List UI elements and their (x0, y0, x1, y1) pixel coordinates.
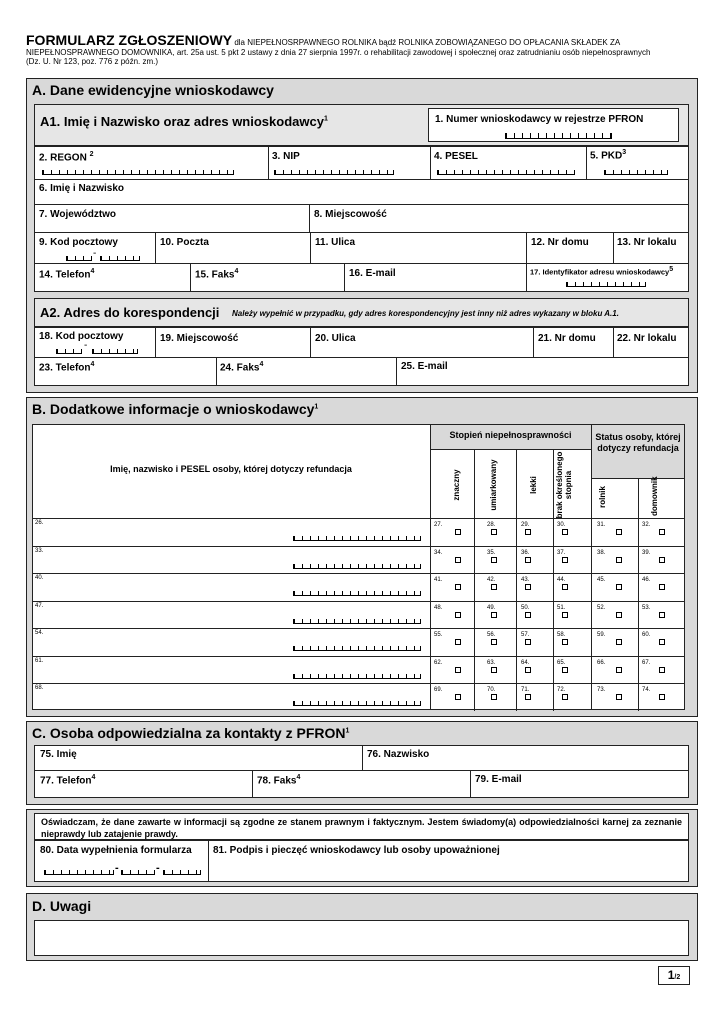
checkbox-number: 38. (597, 549, 606, 556)
field-77-sup: 4 (91, 774, 96, 781)
field-78-sup: 4 (296, 774, 301, 781)
field-6-name[interactable]: 6. Imię i Nazwisko (39, 183, 125, 194)
checkbox-number: 32. (642, 522, 651, 528)
field-2-sup: 2 (89, 151, 94, 158)
checkbox-number: 36. (521, 549, 530, 556)
section-b-title (32, 401, 318, 417)
degree-checkbox[interactable] (455, 667, 461, 673)
field-76-surname[interactable]: 76. Nazwisko (367, 749, 430, 760)
degree-checkbox[interactable] (525, 639, 531, 645)
section-c-title-text: C. Osoba odpowiedzialna za kontakty z PFRON (32, 725, 346, 741)
checkbox-number: 39. (642, 549, 651, 556)
section-c-title (32, 725, 349, 741)
status-checkbox[interactable] (659, 612, 665, 618)
field-15-sup: 4 (234, 268, 239, 275)
person-pesel-comb[interactable] (293, 619, 421, 624)
col-status-header: Status osoby, której dotyczy refundacja (595, 432, 681, 453)
checkbox-number: 31. (597, 522, 606, 528)
field-4-label: 4. PESEL (434, 151, 478, 162)
degree-checkbox[interactable] (525, 667, 531, 673)
field-21-house[interactable]: 21. Nr domu (538, 333, 596, 344)
field-24-fax[interactable] (220, 361, 263, 373)
checkbox-number: 52. (597, 604, 606, 611)
checkbox-number: 34. (434, 549, 443, 556)
checkbox-number: 37. (557, 549, 566, 556)
field-79-email[interactable]: 79. E-mail (475, 774, 522, 785)
field-77-label: 77. Telefon (40, 775, 92, 787)
section-a-title: A. Dane ewidencyjne wnioskodawcy (32, 82, 274, 98)
degree-checkbox[interactable] (562, 639, 568, 645)
a2-title: A2. Adres do korespondencji (40, 305, 220, 320)
degree-checkbox[interactable] (491, 584, 497, 590)
person-field-number: 26. (35, 520, 44, 526)
field-20-street[interactable]: 20. Ulica (315, 333, 356, 344)
checkbox-number: 57. (521, 632, 530, 638)
field-5-sup: 3 (622, 149, 627, 156)
section-c-title-sup: 1 (345, 727, 350, 735)
degree-checkbox[interactable] (455, 557, 461, 563)
form-title: FORMULARZ ZGŁOSZENIOWY (26, 32, 233, 48)
field-17-address-id[interactable] (530, 266, 673, 277)
col-status-household: domownik (650, 476, 659, 516)
status-checkbox[interactable] (616, 557, 622, 563)
degree-checkbox[interactable] (491, 639, 497, 645)
form-subtitle-line3: (Dz. U. Nr 123, poz. 776 z późn. zm.) (26, 57, 159, 66)
person-pesel-comb[interactable] (293, 646, 421, 651)
field-23-phone[interactable] (39, 361, 94, 373)
checkbox-number: 43. (521, 577, 530, 583)
status-checkbox[interactable] (616, 584, 622, 590)
col-degree-light: lekki (529, 476, 538, 494)
field-24-label: 24. Faks (220, 362, 260, 374)
checkbox-number: 35. (487, 549, 496, 556)
field-12-house[interactable]: 12. Nr domu (531, 237, 589, 248)
field-1-label: 1. Numer wnioskodawcy w rejestrze PFRON (435, 114, 644, 125)
degree-checkbox[interactable] (562, 557, 568, 563)
page-number-total: /2 (674, 974, 681, 981)
field-9-label: 9. Kod pocztowy (39, 237, 118, 248)
field-5-pkd[interactable] (590, 149, 626, 161)
field-remarks[interactable] (34, 920, 689, 956)
degree-checkbox[interactable] (455, 612, 461, 618)
field-2-regon[interactable] (39, 151, 93, 163)
field-17-comb[interactable] (566, 282, 646, 287)
status-checkbox[interactable] (616, 694, 622, 700)
checkbox-number: 49. (487, 604, 496, 611)
field-5-comb[interactable] (604, 170, 668, 175)
person-field-number: 33. (35, 547, 44, 554)
field-14-label: 14. Telefon (39, 269, 91, 281)
form-subtitle-line2: NIEPEŁNOSPRAWNEGO DOMOWNIKA, art. 25a ust. 5 pkt 2 ustawy z dnia 27 sierpnia 1997r. o rehabilitacji zawodowej i społecznej oraz zatrudnianiu osób niepełnosprawnych (26, 47, 651, 57)
degree-checkbox[interactable] (455, 584, 461, 590)
checkbox-number: 27. (434, 522, 443, 528)
field-14-sup: 4 (90, 268, 95, 275)
field-2-label: 2. REGON (39, 152, 87, 164)
status-checkbox[interactable] (616, 612, 622, 618)
col-person-header: Imię, nazwisko i PESEL osoby, której dotyczy refundacja (110, 464, 352, 474)
checkbox-number: 55. (434, 632, 443, 638)
field-80-day-comb[interactable] (44, 870, 114, 875)
person-field-number: 54. (35, 630, 44, 636)
degree-checkbox[interactable] (491, 557, 497, 563)
checkbox-number: 71. (521, 687, 530, 693)
field-3-nip-comb[interactable] (274, 170, 394, 175)
field-15-fax[interactable] (195, 268, 238, 280)
checkbox-number: 73. (597, 687, 606, 693)
field-22-flat[interactable]: 22. Nr lokalu (617, 333, 677, 344)
checkbox-number: 30. (557, 522, 566, 528)
person-pesel-comb[interactable] (293, 536, 421, 541)
field-16-email[interactable]: 16. E-mail (349, 268, 396, 279)
degree-checkbox[interactable] (455, 529, 461, 535)
a1-title-text: A1. Imię i Nazwisko oraz adres wnioskodawcy (40, 114, 324, 129)
checkbox-number: 70. (487, 687, 496, 693)
person-field-number: 40. (35, 575, 44, 581)
checkbox-number: 65. (557, 659, 566, 666)
field-81-signature[interactable]: 81. Podpis i pieczęć wnioskodawcy lub osoby upoważnionej (213, 845, 500, 856)
col-degree-moderate: umiarkowany (489, 459, 498, 511)
degree-checkbox[interactable] (562, 529, 568, 535)
degree-checkbox[interactable] (525, 584, 531, 590)
checkbox-number: 66. (597, 659, 606, 666)
field-18-comb-a[interactable] (56, 349, 82, 354)
page-number-current: 1 (667, 968, 675, 982)
field-4-pesel-comb[interactable] (437, 170, 575, 175)
field-78-fax[interactable] (257, 774, 300, 786)
checkbox-number: 59. (597, 632, 606, 638)
field-80-label: 80. Data wypełnienia formularza (40, 845, 192, 856)
field-3-label: 3. NIP (272, 151, 300, 162)
status-checkbox[interactable] (659, 639, 665, 645)
field-80-year-comb[interactable] (163, 870, 201, 875)
status-checkbox[interactable] (659, 529, 665, 535)
checkbox-number: 72. (557, 687, 566, 693)
checkbox-number: 56. (487, 632, 496, 638)
status-checkbox[interactable] (659, 667, 665, 673)
person-field-number: 61. (35, 657, 44, 664)
checkbox-number: 67. (642, 659, 651, 666)
page-number (658, 966, 690, 985)
degree-checkbox[interactable] (525, 557, 531, 563)
field-24-sup: 4 (259, 361, 264, 368)
degree-checkbox[interactable] (455, 639, 461, 645)
degree-checkbox[interactable] (491, 529, 497, 535)
status-checkbox[interactable] (616, 529, 622, 535)
declaration-text: Oświadczam, że dane zawarte w informacji są zgodne ze stanem prawnym i faktycznym. Jestem świadomy(a) odpowiedzialności karnej za zeznanie nieprawdy lub zatajenie prawdy. (34, 813, 689, 840)
col-status-farmer: rolnik (598, 486, 607, 508)
field-23-sup: 4 (90, 361, 95, 368)
checkbox-number: 53. (642, 604, 651, 611)
degree-checkbox[interactable] (525, 694, 531, 700)
person-pesel-comb[interactable] (293, 564, 421, 569)
field-80-month-comb[interactable] (121, 870, 155, 875)
field-80-dash-2: - (156, 862, 160, 874)
degree-checkbox[interactable] (491, 612, 497, 618)
degree-checkbox[interactable] (491, 667, 497, 673)
field-9-comb-b[interactable] (100, 256, 140, 261)
checkbox-number: 60. (642, 632, 651, 638)
checkbox-number: 48. (434, 604, 443, 611)
field-9-dash: - (93, 248, 97, 259)
field-15-label: 15. Faks (195, 269, 235, 281)
field-80-dash-1: - (115, 862, 119, 874)
checkbox-number: 74. (642, 687, 651, 693)
col-degree-significant: znaczny (452, 469, 461, 501)
person-pesel-comb[interactable] (293, 591, 421, 596)
field-17-sup: 5 (669, 266, 674, 273)
checkbox-number: 42. (487, 577, 496, 583)
checkbox-number: 62. (434, 659, 443, 666)
form-header (26, 32, 698, 67)
field-14-phone[interactable] (39, 268, 94, 280)
section-b-title-text: B. Dodatkowe informacje o wnioskodawcy (32, 401, 315, 417)
form-subtitle-line1: dla NIEPEŁNOSRPAWNEGO ROLNIKA bądź ROLNIKA ZOBOWIĄZANEGO DO OPŁACANIA SKŁADEK ZA (234, 38, 621, 47)
field-18-comb-b[interactable] (92, 349, 138, 354)
degree-checkbox[interactable] (562, 584, 568, 590)
field-7-voivodeship[interactable]: 7. Województwo (39, 209, 117, 220)
checkbox-number: 44. (557, 577, 566, 583)
checkbox-number: 28. (487, 522, 496, 528)
a2-note: Należy wypełnić w przypadku, gdy adres korespondencyjny jest inny niż adres wykazany w bloku A.1. (232, 309, 619, 318)
status-checkbox[interactable] (616, 639, 622, 645)
checkbox-number: 64. (521, 659, 530, 666)
degree-checkbox[interactable] (455, 694, 461, 700)
person-field-number: 68. (35, 685, 44, 691)
checkbox-number: 29. (521, 522, 530, 528)
degree-checkbox[interactable] (562, 667, 568, 673)
field-78-label: 78. Faks (257, 775, 297, 787)
degree-checkbox[interactable] (491, 694, 497, 700)
section-d-title: D. Uwagi (32, 898, 92, 914)
status-checkbox[interactable] (659, 584, 665, 590)
field-77-phone[interactable] (40, 774, 95, 786)
status-checkbox[interactable] (659, 694, 665, 700)
field-75-first-name[interactable]: 75. Imię (40, 749, 77, 760)
field-25-email[interactable]: 25. E-mail (401, 361, 448, 372)
checkbox-number: 69. (434, 687, 443, 693)
a1-title-sup: 1 (323, 115, 328, 123)
col-degree-header: Stopień niepełnosprawności (449, 430, 572, 440)
status-checkbox[interactable] (616, 667, 622, 673)
field-5-label: 5. PKD (590, 150, 623, 162)
checkbox-number: 50. (521, 604, 530, 611)
section-b-title-sup: 1 (314, 403, 319, 411)
checkbox-number: 45. (597, 577, 606, 583)
person-pesel-comb[interactable] (293, 674, 421, 679)
field-11-street[interactable]: 11. Ulica (315, 237, 356, 248)
checkbox-number: 58. (557, 632, 566, 638)
field-13-flat[interactable]: 13. Nr lokalu (617, 237, 677, 248)
field-1-comb[interactable] (505, 133, 612, 139)
field-2-comb[interactable] (42, 170, 234, 175)
field-18-label: 18. Kod pocztowy (39, 331, 124, 342)
person-pesel-comb[interactable] (293, 701, 421, 706)
checkbox-number: 51. (557, 604, 566, 611)
field-8-town[interactable]: 8. Miejscowość (314, 209, 387, 220)
field-9-comb-a[interactable] (66, 256, 92, 261)
checkbox-number: 41. (434, 577, 443, 583)
degree-checkbox[interactable] (525, 612, 531, 618)
degree-checkbox[interactable] (525, 529, 531, 535)
field-23-label: 23. Telefon (39, 362, 91, 374)
degree-checkbox[interactable] (562, 694, 568, 700)
a1-title (40, 114, 328, 129)
status-checkbox[interactable] (659, 557, 665, 563)
field-19-town[interactable]: 19. Miejscowość (160, 333, 239, 344)
field-1-pfron-number[interactable] (428, 108, 679, 142)
field-10-post[interactable]: 10. Poczta (160, 237, 209, 248)
degree-checkbox[interactable] (562, 612, 568, 618)
person-field-number: 47. (35, 602, 44, 609)
checkbox-number: 63. (487, 659, 496, 666)
field-18-dash: - (84, 340, 88, 351)
field-17-label: 17. Identyfikator adresu wnioskodawcy (530, 267, 670, 277)
col-degree-none: brak określonego stopnia (555, 451, 573, 519)
checkbox-number: 46. (642, 577, 651, 583)
